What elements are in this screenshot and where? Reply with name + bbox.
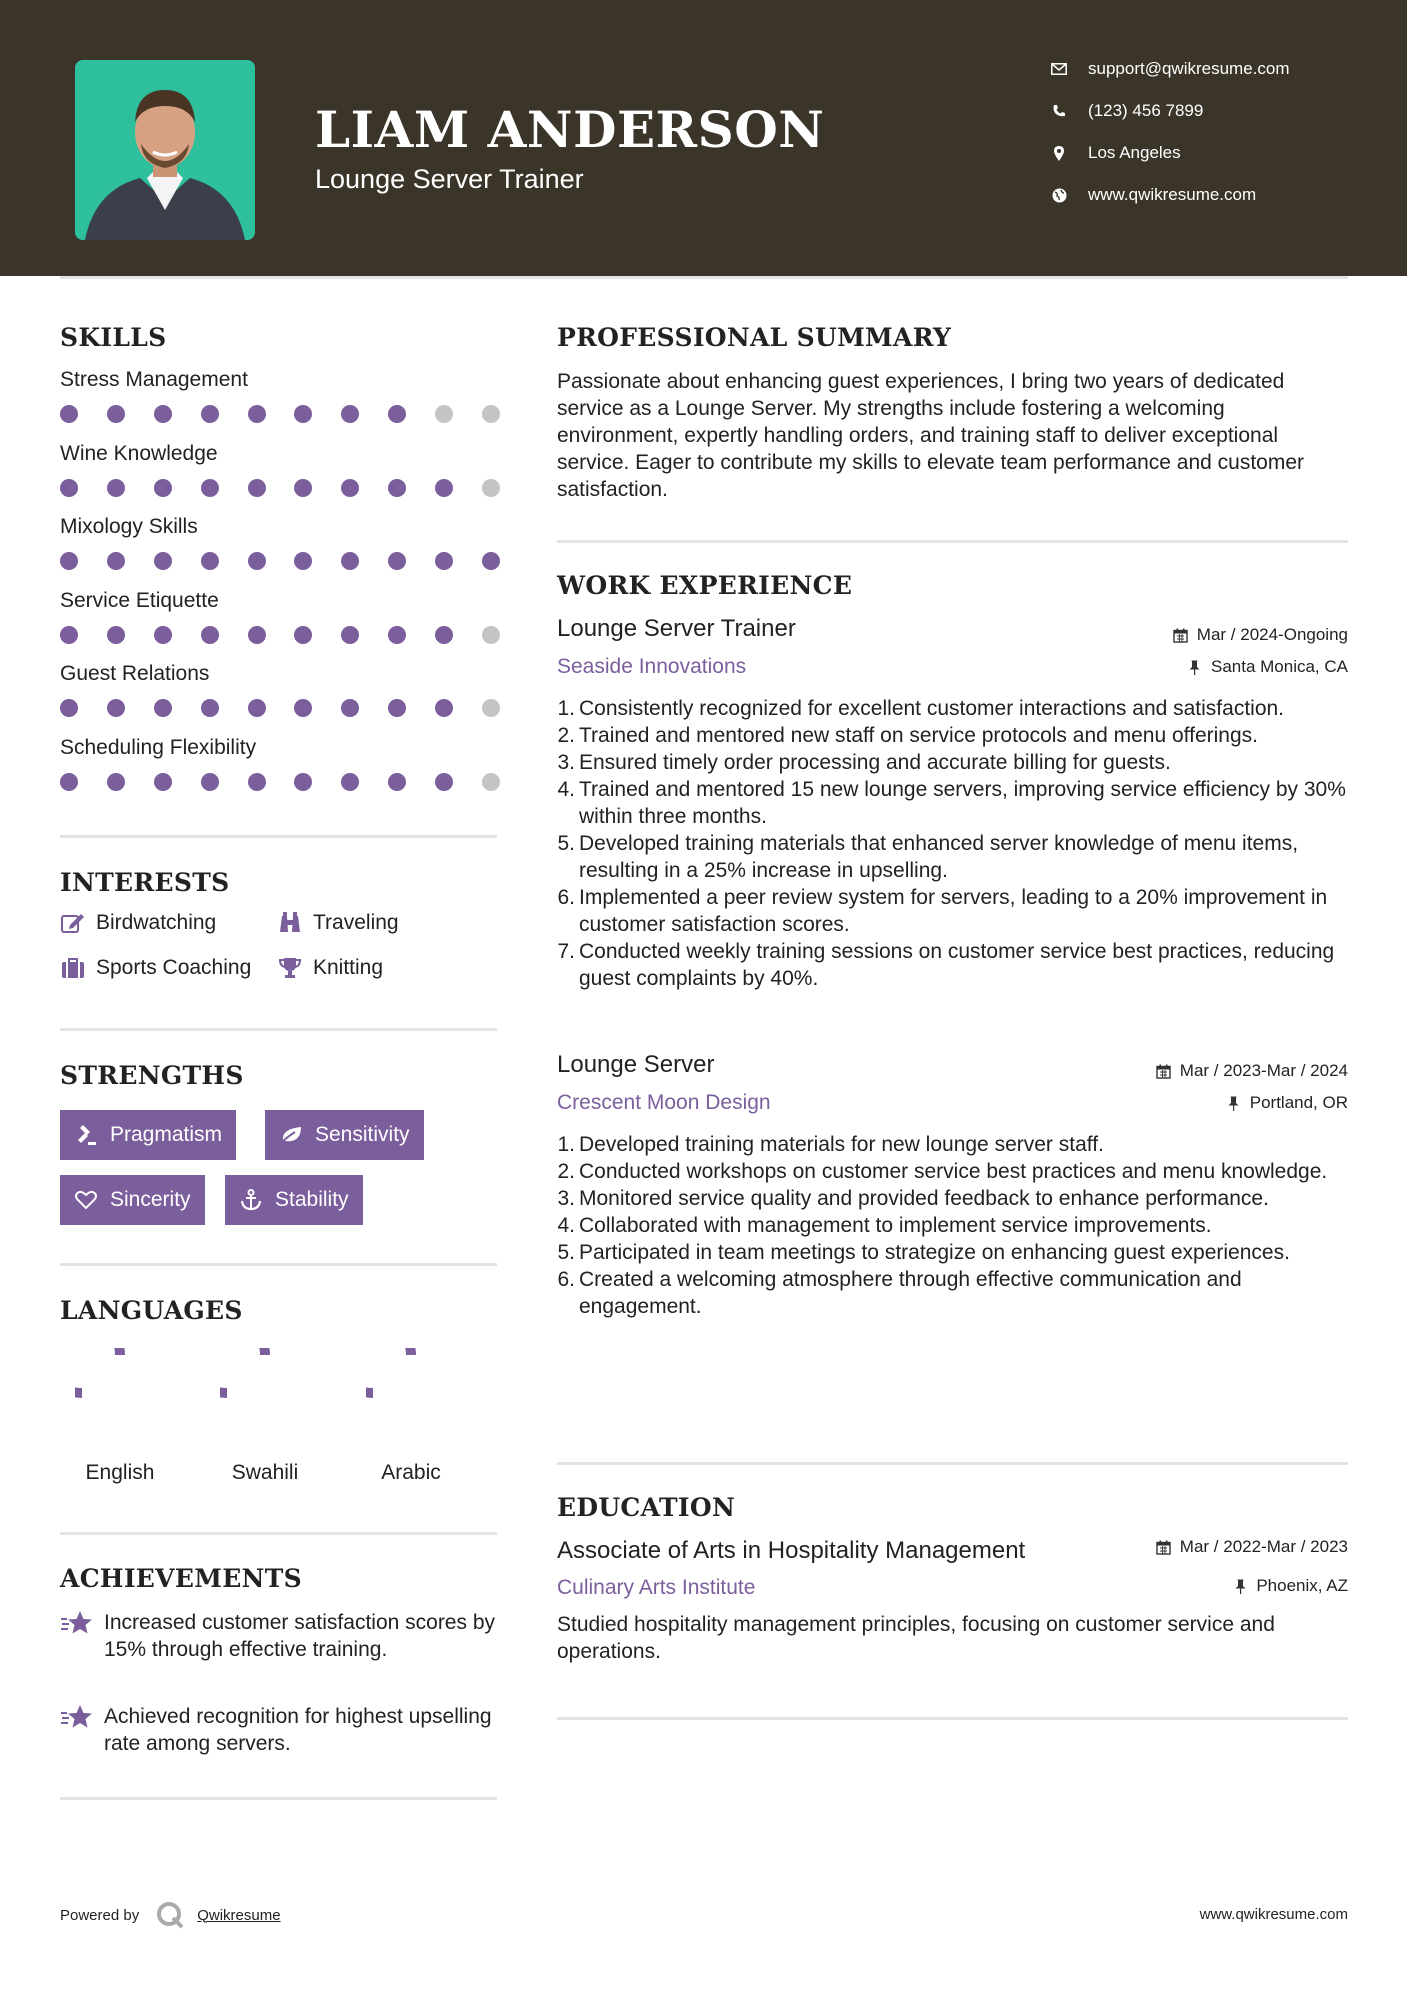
rating-dot-filled xyxy=(107,626,125,644)
education-divider xyxy=(557,1717,1348,1720)
list-item: 3. Monitored service quality and provided feedback to enhance performance. xyxy=(557,1187,1269,1210)
rating-dot-filled xyxy=(60,773,78,791)
qwikresume-link[interactable]: Qwikresume xyxy=(197,1906,281,1924)
strength-label: Pragmatism xyxy=(110,1123,223,1146)
language-label: Swahili xyxy=(231,1461,299,1484)
education-date xyxy=(1156,1537,1348,1557)
rating-dot-filled xyxy=(107,479,125,497)
skill-label: Service Etiquette xyxy=(60,588,219,612)
education-degree: Associate of Arts in Hospitality Management xyxy=(557,1537,1026,1564)
rating-dot-filled xyxy=(341,405,359,423)
strengths-divider xyxy=(60,1263,497,1266)
list-item: 1. Developed training materials for new lounge server staff. xyxy=(557,1133,1104,1156)
skill-rating xyxy=(60,699,500,719)
education-description: Studied hospitality management principles, focusing on customer service and operations. xyxy=(557,1613,1275,1663)
skill-rating xyxy=(60,405,500,425)
rating-dot-filled xyxy=(435,626,453,644)
contact-email-text: support@qwikresume.com xyxy=(1088,59,1290,78)
education-location xyxy=(1232,1576,1348,1596)
rating-dot-filled xyxy=(248,405,266,423)
person-portrait-icon xyxy=(75,60,255,240)
strength-label: Stability xyxy=(275,1188,349,1211)
gavel-icon xyxy=(74,1123,98,1147)
trophy-icon xyxy=(277,956,303,980)
rating-dot-filled xyxy=(388,552,406,570)
rating-dot-filled xyxy=(60,479,78,497)
skill-rating xyxy=(60,626,500,646)
rating-dot-empty xyxy=(482,479,500,497)
interest-label: Traveling xyxy=(313,911,399,934)
experience-heading: WORK EXPERIENCE xyxy=(557,571,853,600)
skill-rating xyxy=(60,479,500,499)
rating-dot-empty xyxy=(482,773,500,791)
edit-icon xyxy=(60,911,86,935)
rating-dot-filled xyxy=(388,699,406,717)
list-item: 1. Consistently recognized for excellent customer interactions and satisfaction. xyxy=(557,697,1285,720)
job-company: Seaside Innovations xyxy=(557,655,747,678)
rating-dot-filled xyxy=(341,479,359,497)
rating-dot-filled xyxy=(294,552,312,570)
rating-dot-empty xyxy=(482,405,500,423)
rating-dot-filled xyxy=(154,626,172,644)
binoculars-icon xyxy=(277,911,303,935)
qwikresume-logo-icon xyxy=(155,1900,185,1930)
skill-label: Mixology Skills xyxy=(60,515,198,538)
skill-label: Guest Relations xyxy=(60,662,210,685)
calendar-icon xyxy=(1156,1539,1172,1555)
rating-dot-filled xyxy=(294,405,312,423)
job-location xyxy=(1187,657,1348,677)
strengths-heading: STRENGTHS xyxy=(60,1061,244,1090)
rating-dot-filled xyxy=(154,405,172,423)
rating-dot-filled xyxy=(248,479,266,497)
rating-dot-filled xyxy=(201,552,219,570)
star-icon xyxy=(60,1609,94,1639)
rating-dot-filled xyxy=(388,405,406,423)
job-date-text: Mar / 2023-Mar / 2024 xyxy=(1179,1061,1348,1080)
list-item: 4. Collaborated with management to implement service improvements. xyxy=(557,1214,1212,1237)
rating-dot-filled xyxy=(341,773,359,791)
star-icon xyxy=(60,1703,94,1733)
rating-dot-filled xyxy=(60,626,78,644)
education-date-text: Mar / 2022-Mar / 2023 xyxy=(1179,1537,1348,1556)
anchor-icon xyxy=(239,1188,263,1212)
languages-heading: LANGUAGES xyxy=(60,1296,243,1325)
rating-dot-filled xyxy=(388,626,406,644)
skills-divider xyxy=(60,835,497,838)
strength-label: Sensitivity xyxy=(315,1123,410,1146)
pushpin-icon xyxy=(1232,1578,1248,1594)
rating-dot-filled xyxy=(294,626,312,644)
pushpin-icon xyxy=(1226,1095,1242,1111)
summary-text: Passionate about enhancing guest experiences, I bring two years of dedicated service as a Lounge Server. My strengths include fostering a welcoming environment, expertly handling orders, and training staff to deliver exceptional service. Eager to contribute my skills to elevate team performance and customer satisfaction. xyxy=(557,370,1304,501)
rating-dot-filled xyxy=(60,699,78,717)
rating-dot-filled xyxy=(388,479,406,497)
calendar-icon xyxy=(1156,1063,1172,1079)
language-level-ring xyxy=(366,1348,456,1438)
rating-dot-filled xyxy=(248,699,266,717)
job-company: Crescent Moon Design xyxy=(557,1091,771,1114)
achievement-item xyxy=(60,1703,500,1757)
list-item: 2. Conducted workshops on customer service best practices and menu knowledge. xyxy=(557,1160,1328,1183)
job-responsibilities-list xyxy=(557,1131,1357,1320)
job-title: Lounge Server Trainer xyxy=(557,615,796,642)
rating-dot-filled xyxy=(248,773,266,791)
list-item: 2. Trained and mentored new staff on service protocols and menu offerings. xyxy=(557,724,1259,747)
rating-dot-empty xyxy=(482,699,500,717)
list-item: 5. Participated in team meetings to strategize on enhancing guest experiences. xyxy=(557,1241,1290,1264)
summary-divider xyxy=(557,540,1348,543)
calendar-icon xyxy=(1173,627,1189,643)
interest-label: Knitting xyxy=(313,956,384,979)
contact-phone[interactable] xyxy=(1050,96,1350,126)
rating-dot-filled xyxy=(201,773,219,791)
rating-dot-filled xyxy=(201,405,219,423)
list-item: 3. Ensured timely order processing and accurate billing for guests. xyxy=(557,751,1171,774)
rating-dot-filled xyxy=(60,405,78,423)
achievement-text: Increased customer satisfaction scores by 15% through effective training. xyxy=(104,1611,496,1661)
experience-divider xyxy=(557,1462,1348,1465)
powered-by-text: Powered by xyxy=(60,1906,140,1924)
rating-dot-filled xyxy=(154,773,172,791)
header-divider xyxy=(60,276,1348,279)
contact-website[interactable] xyxy=(1050,180,1350,210)
rating-dot-filled xyxy=(201,699,219,717)
skills-heading: SKILLS xyxy=(60,323,167,352)
interest-label: Sports Coaching xyxy=(96,956,252,979)
leaf-icon xyxy=(279,1123,303,1147)
languages-divider xyxy=(60,1532,497,1535)
strength-tag-pragmatism xyxy=(60,1110,236,1160)
rating-dot-filled xyxy=(435,773,453,791)
resume-header xyxy=(0,0,1407,276)
strength-tag-sensitivity xyxy=(265,1110,424,1160)
education-heading: EDUCATION xyxy=(557,1493,736,1522)
rating-dot-filled xyxy=(154,552,172,570)
skill-label: Wine Knowledge xyxy=(60,441,218,465)
achievements-divider xyxy=(60,1797,497,1800)
contact-website-text: www.qwikresume.com xyxy=(1088,185,1257,204)
footer-powered-by xyxy=(60,1900,281,1930)
globe-icon xyxy=(1050,186,1068,204)
rating-dot-empty xyxy=(482,626,500,644)
rating-dot-filled xyxy=(294,699,312,717)
skill-rating xyxy=(60,773,500,793)
rating-dot-filled xyxy=(201,626,219,644)
rating-dot-filled xyxy=(248,626,266,644)
interests-heading: INTERESTS xyxy=(60,868,230,897)
candidate-name: LIAM ANDERSON xyxy=(315,100,825,159)
profile-photo xyxy=(75,60,255,240)
skill-rating xyxy=(60,552,500,572)
job-date xyxy=(1156,1061,1348,1081)
rating-dot-filled xyxy=(482,552,500,570)
list-item: 6. Created a welcoming atmosphere through effective communication and engagement. xyxy=(557,1268,1242,1318)
job-location xyxy=(1226,1093,1348,1113)
summary-heading: PROFESSIONAL SUMMARY xyxy=(557,323,952,352)
job-responsibilities-list xyxy=(557,695,1357,992)
interest-item-traveling xyxy=(277,911,399,935)
strength-tag-sincerity xyxy=(60,1175,205,1225)
rating-dot-filled xyxy=(107,552,125,570)
rating-dot-filled xyxy=(388,773,406,791)
rating-dot-filled xyxy=(435,552,453,570)
heart-icon xyxy=(74,1188,98,1212)
rating-dot-filled xyxy=(341,699,359,717)
skill-label: Scheduling Flexibility xyxy=(60,735,257,759)
interests-divider xyxy=(60,1028,497,1031)
job-title: Lounge Server xyxy=(557,1051,715,1078)
rating-dot-filled xyxy=(107,773,125,791)
interest-item-sports-coaching xyxy=(60,956,251,980)
contact-location xyxy=(1050,138,1350,168)
achievement-item xyxy=(60,1609,500,1663)
list-item: 6. Implemented a peer review system for servers, leading to a 20% improvement in customer satisfaction scores. xyxy=(557,886,1328,936)
rating-dot-filled xyxy=(341,626,359,644)
list-item: 7. Conducted weekly training sessions on customer service best practices, reducing guest complaints by 40%. xyxy=(557,940,1335,990)
rating-dot-filled xyxy=(435,479,453,497)
language-label: English xyxy=(85,1461,155,1484)
candidate-title: Lounge Server Trainer xyxy=(315,164,584,194)
job-location-text: Santa Monica, CA xyxy=(1210,657,1348,676)
language-level-ring xyxy=(220,1348,310,1438)
rating-dot-filled xyxy=(294,773,312,791)
strength-tag-stability xyxy=(225,1175,363,1225)
map-pin-icon xyxy=(1050,144,1068,162)
language-level-ring xyxy=(75,1348,165,1438)
list-item: 4. Trained and mentored 15 new lounge servers, improving service efficiency by 30% within three months. xyxy=(557,778,1346,828)
phone-icon xyxy=(1050,102,1068,120)
rating-dot-filled xyxy=(341,552,359,570)
rating-dot-filled xyxy=(435,699,453,717)
language-level-arc xyxy=(366,1348,411,1393)
rating-dot-filled xyxy=(154,479,172,497)
rating-dot-filled xyxy=(201,479,219,497)
footer-website[interactable]: www.qwikresume.com xyxy=(1199,1906,1348,1923)
contact-email[interactable] xyxy=(1050,54,1350,84)
rating-dot-empty xyxy=(435,405,453,423)
interest-item-birdwatching xyxy=(60,911,216,935)
pushpin-icon xyxy=(1187,659,1203,675)
achievements-heading: ACHIEVEMENTS xyxy=(60,1564,302,1593)
education-school: Culinary Arts Institute xyxy=(557,1576,756,1599)
rating-dot-filled xyxy=(107,405,125,423)
interest-item-knitting xyxy=(277,956,383,980)
skill-label: Stress Management xyxy=(60,368,248,391)
education-location-text: Phoenix, AZ xyxy=(1256,1576,1348,1595)
job-date-text: Mar / 2024-Ongoing xyxy=(1196,625,1348,644)
rating-dot-filled xyxy=(107,699,125,717)
strength-label: Sincerity xyxy=(110,1188,191,1211)
job-location-text: Portland, OR xyxy=(1249,1093,1348,1112)
job-date xyxy=(1173,625,1348,645)
contact-location-text: Los Angeles xyxy=(1088,143,1181,162)
language-level-arc xyxy=(75,1348,120,1393)
rating-dot-filled xyxy=(248,552,266,570)
language-level-arc xyxy=(220,1348,265,1393)
briefcase-icon xyxy=(60,956,86,980)
rating-dot-filled xyxy=(60,552,78,570)
language-label: Arabic xyxy=(381,1461,441,1484)
rating-dot-filled xyxy=(294,479,312,497)
interest-label: Birdwatching xyxy=(96,911,217,934)
achievement-text: Achieved recognition for highest upselling rate among servers. xyxy=(104,1705,492,1755)
rating-dot-filled xyxy=(154,699,172,717)
list-item: 5. Developed training materials that enhanced server knowledge of menu items, resulting in a 25% increase in upselling. xyxy=(557,832,1299,882)
envelope-icon xyxy=(1050,60,1068,78)
contact-phone-text: (123) 456 7899 xyxy=(1088,101,1204,120)
